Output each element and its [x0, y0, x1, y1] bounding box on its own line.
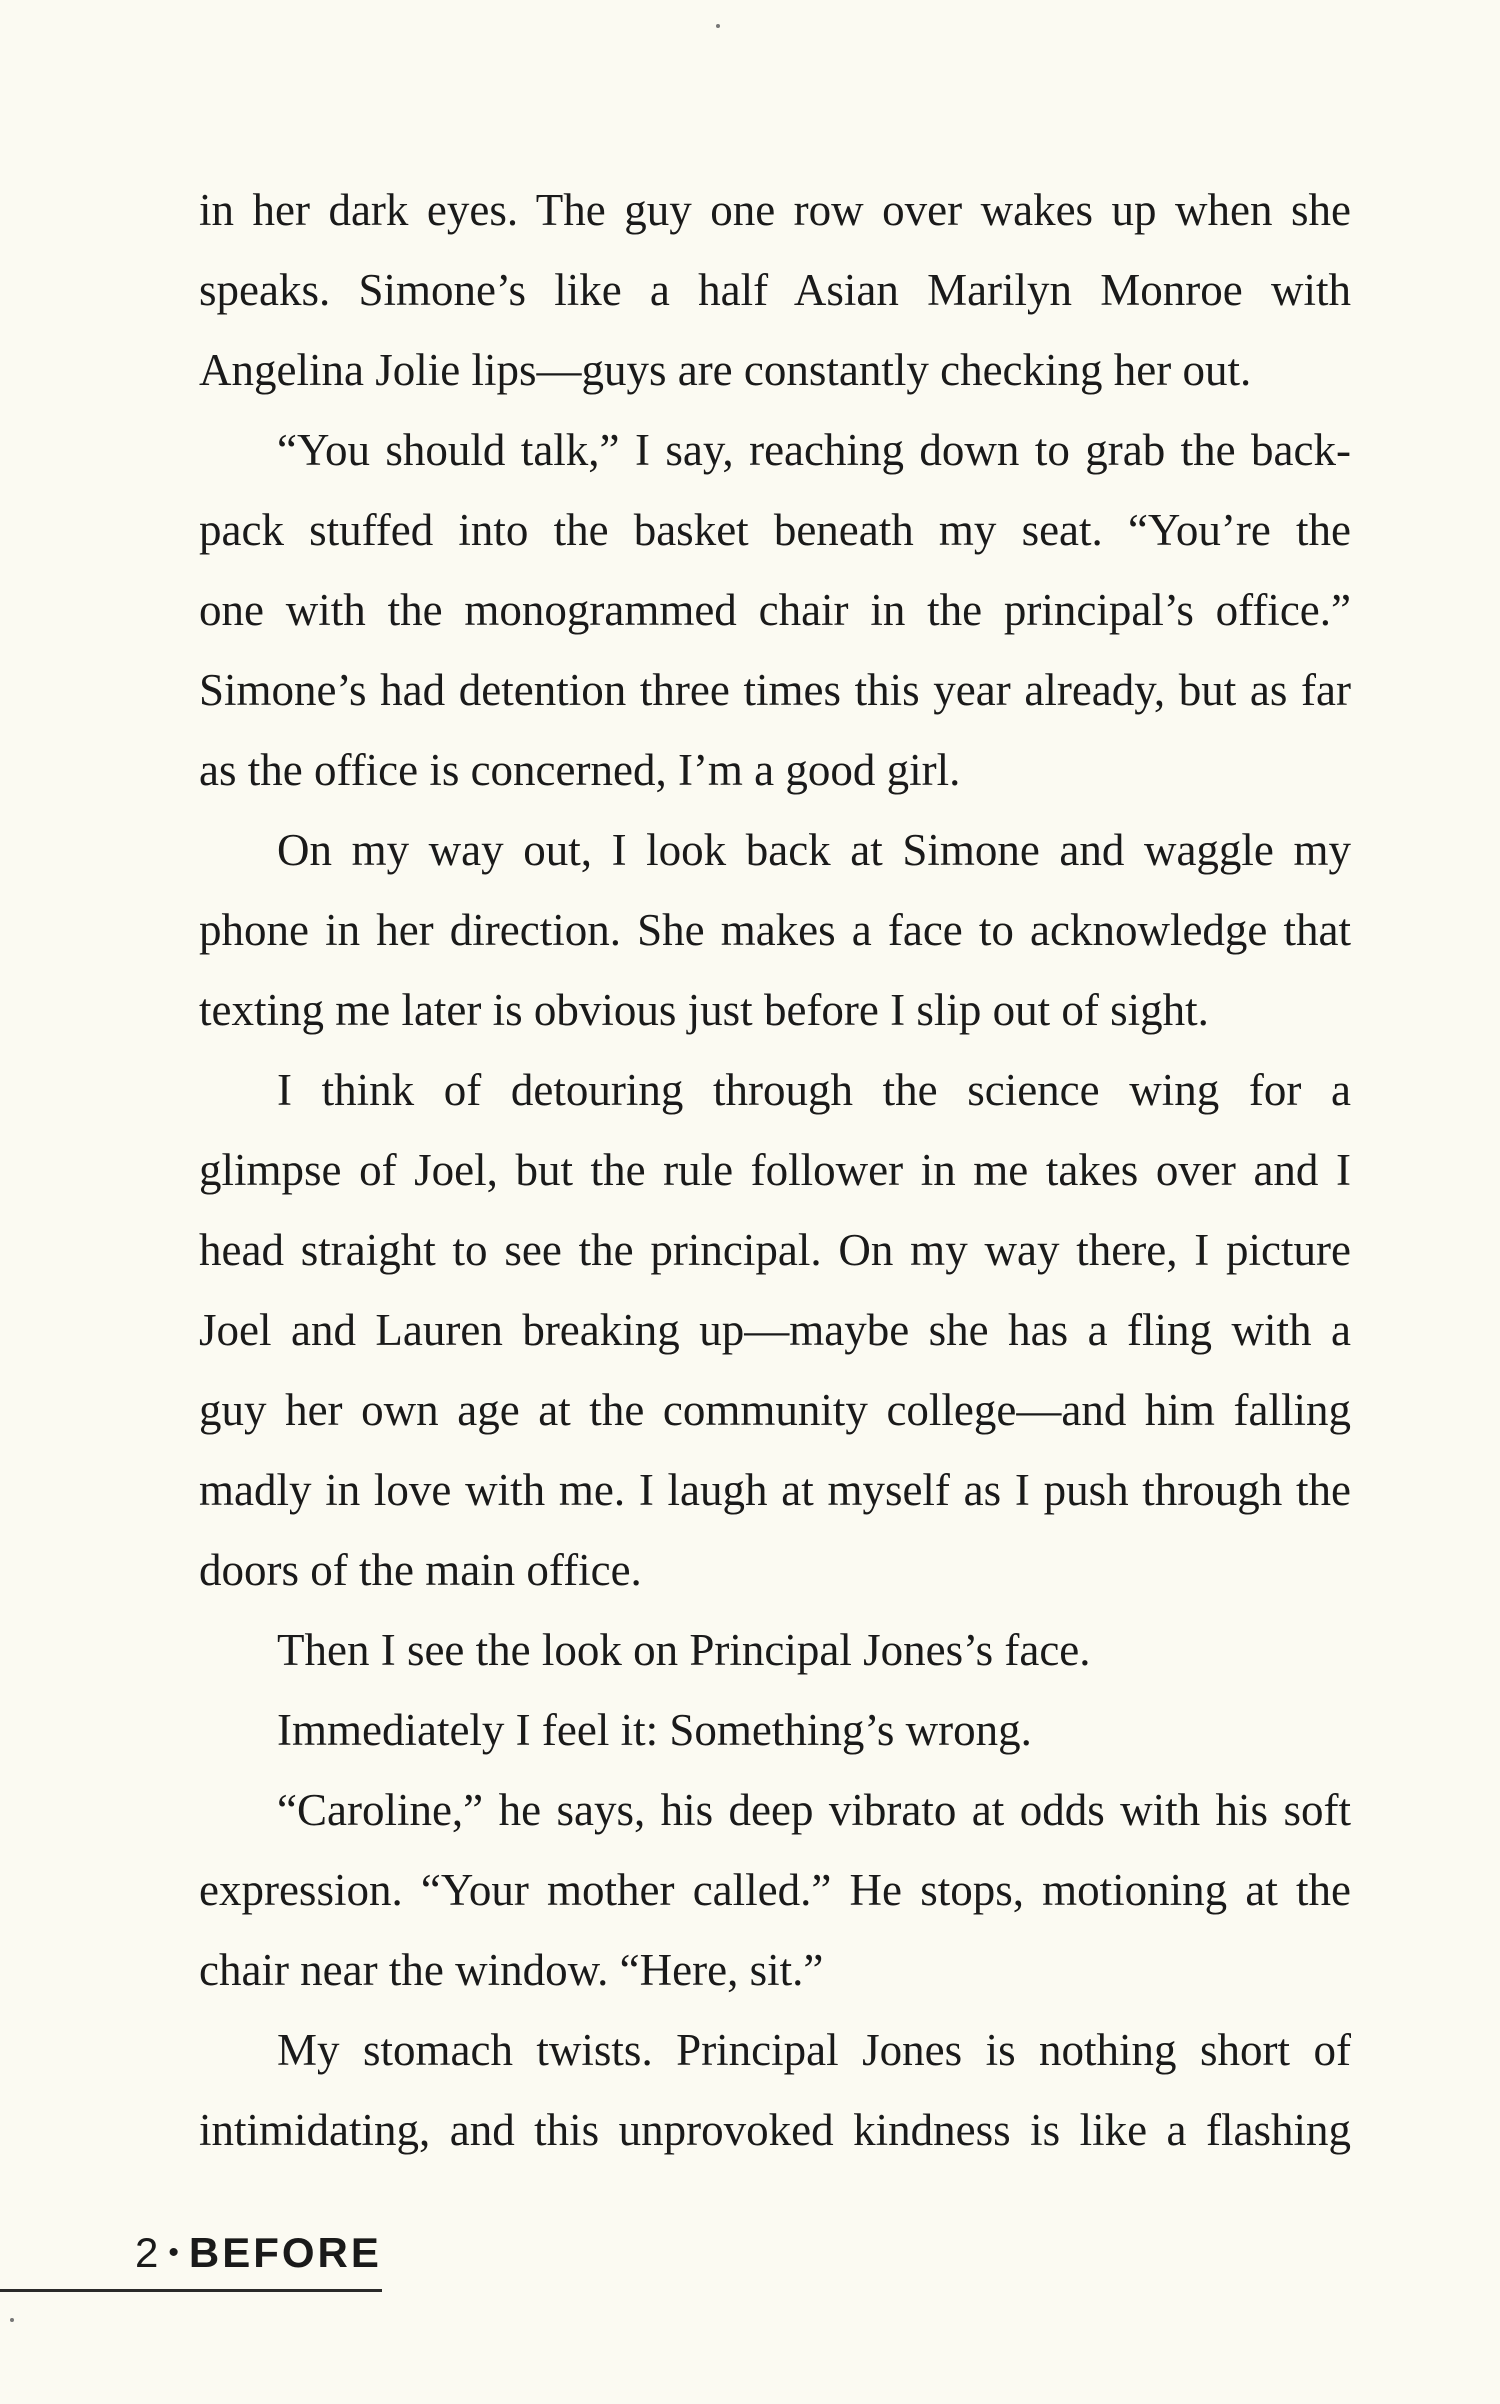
text-line: Simone’s had detention three times this year already, but as far [199, 665, 1351, 715]
text-line: On my way out, I look back at Simone and waggle my [277, 825, 1351, 875]
bullet-separator: • [168, 2236, 179, 2269]
section-title: BEFORE [188, 2229, 382, 2276]
text-line: in her dark eyes. The guy one row over wakes up when she [199, 185, 1351, 235]
text-line: madly in love with me. I laugh at myself as I push through the [199, 1465, 1351, 1515]
text-line: I think of detouring through the science wing for a [277, 1065, 1351, 1115]
text-line: guy her own age at the community college—and him falling [199, 1385, 1351, 1435]
scan-speck [716, 24, 720, 28]
text-line: “Caroline,” he says, his deep vibrato at odds with his soft [277, 1785, 1351, 1835]
page-footer [135, 2223, 382, 2283]
text-line: texting me later is obvious just before I slip out of sight. [199, 985, 1209, 1035]
text-line: doors of the main office. [199, 1545, 642, 1595]
text-line: glimpse of Joel, but the rule follower in me takes over and I [199, 1145, 1351, 1195]
text-line: as the office is concerned, I’m a good girl. [199, 745, 961, 795]
text-line: phone in her direction. She makes a face to acknowledge that [199, 905, 1351, 955]
text-line: one with the monogrammed chair in the principal’s office.” [199, 585, 1351, 635]
text-line: intimidating, and this unprovoked kindness is like a flashing [199, 2105, 1351, 2155]
text-line: head straight to see the principal. On my way there, I picture [199, 1225, 1351, 1275]
scan-speck [10, 2318, 14, 2322]
footer-rule [0, 2289, 382, 2292]
text-line: chair near the window. “Here, sit.” [199, 1945, 824, 1995]
text-line: Then I see the look on Principal Jones’s face. [277, 1625, 1091, 1675]
text-line: expression. “Your mother called.” He stops, motioning at the [199, 1865, 1351, 1915]
text-line: speaks. Simone’s like a half Asian Marilyn Monroe with [199, 265, 1351, 315]
text-line: Immediately I feel it: Something’s wrong. [277, 1705, 1032, 1755]
page-number: 2 [135, 2229, 159, 2276]
text-line: Angelina Jolie lips—guys are constantly checking her out. [199, 345, 1252, 395]
text-line: Joel and Lauren breaking up—maybe she has a fling with a [199, 1305, 1351, 1355]
text-line: “You should talk,” I say, reaching down to grab the back- [277, 425, 1351, 475]
text-line: My stomach twists. Principal Jones is nothing short of [277, 2025, 1351, 2075]
body-text [199, 170, 1351, 2170]
text-line: pack stuffed into the basket beneath my seat. “You’re the [199, 505, 1351, 555]
